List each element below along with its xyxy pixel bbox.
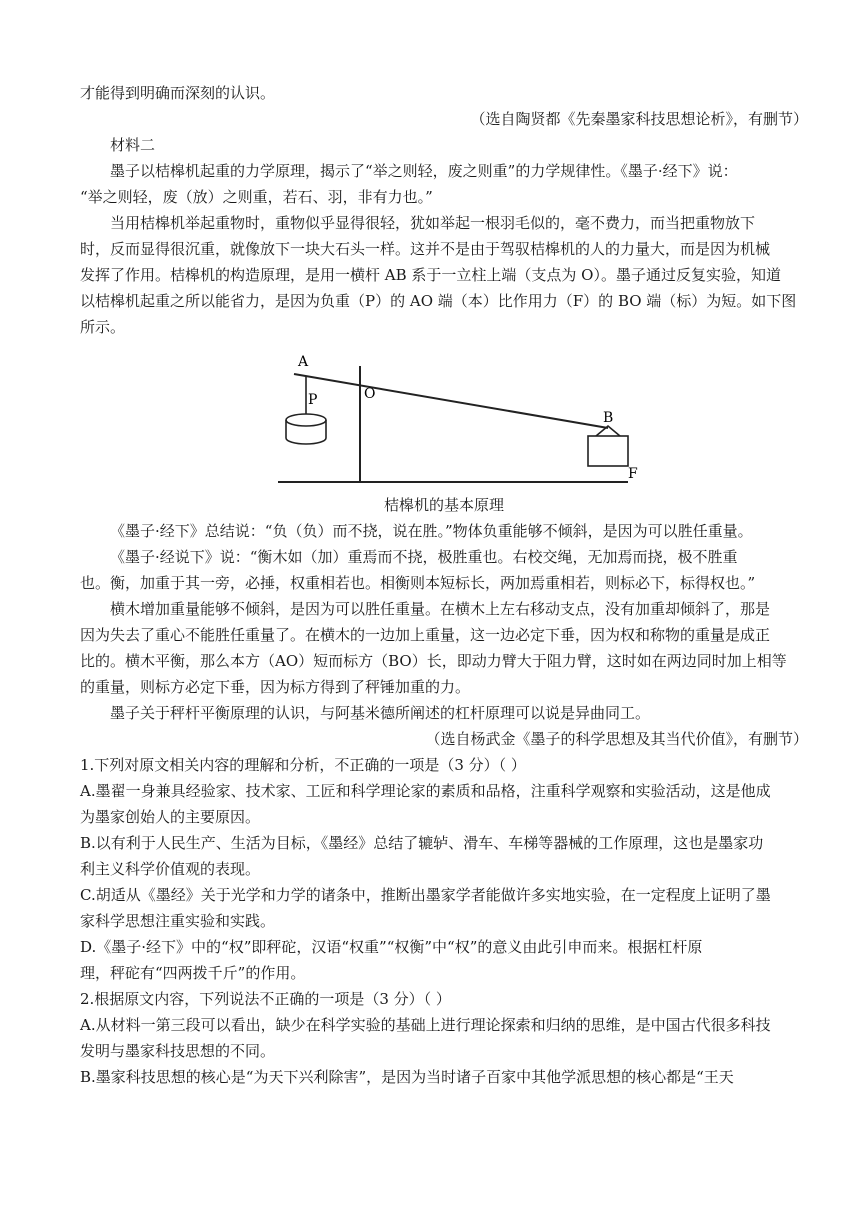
text-line: 发明与墨家科技思想的不同。 (80, 1042, 276, 1060)
label-p: P (308, 392, 318, 408)
text-line: 比的。横木平衡，那么本方（AO）短而标方（BO）长，即动力臂大于阻力臂，这时如在两边同时加上相等 (80, 652, 787, 670)
text-block-top (80, 80, 808, 340)
text-line: 为墨家创始人的主要原因。 (80, 808, 261, 826)
text-line: A.墨翟一身兼具经验家、技术家、工匠和科学理论家的素质和品格，注重科学观察和实验活动，这是他成 (80, 782, 771, 800)
text-line: C.胡适从《墨经》关于光学和力学的诸条中，推断出墨家学者能做许多实地实验，在一定程度上证明了墨 (80, 886, 771, 904)
text-line: 当用桔槔机举起重物时，重物似乎显得很轻，犹如举起一根羽毛似的，毫不费力，而当把重物放下 (110, 214, 756, 232)
lever-diagram (80, 346, 808, 486)
text-block-bottom (80, 518, 808, 1090)
text-line: 利主义科学价值观的表现。 (80, 860, 261, 878)
text-line: 家科学思想注重实验和实践。 (80, 912, 276, 930)
text-line: （选自杨武金《墨子的科学思想及其当代价值》，有删节） (425, 730, 808, 748)
text-line: B.墨家科技思想的核心是“为天下兴利除害”，是因为当时诸子百家中其他学派思想的核心都是“王天 (80, 1068, 734, 1086)
label-o: O (364, 386, 376, 402)
label-f: F (628, 466, 638, 482)
text-line: 所示。 (80, 318, 126, 336)
label-a: A (298, 354, 309, 370)
text-line: “举之则轻，废（放）之则重，若石、羽，非有力也。” (80, 188, 433, 206)
text-line: 才能得到明确而深刻的认识。 (80, 84, 276, 102)
text-line: 横木增加重量能够不倾斜，是因为可以胜任重量。在横木上左右移动支点，没有加重却倾斜了，那是 (110, 600, 771, 618)
text-line: 以桔槔机起重之所以能省力，是因为负重（P）的 AO 端（本）比作用力（F）的 BO 端（标）为短。如下图 (80, 292, 797, 310)
text-line: 发挥了作用。桔槔机的构造原理，是用一横杆 AB 系于一立柱上端（支点为 O）。墨子通过反复实验，知道 (80, 266, 781, 284)
text-line: 1.下列对原文相关内容的理解和分析，不正确的一项是（3 分）（ ） (80, 756, 526, 774)
lever-bar (294, 374, 608, 428)
box-weight (588, 426, 628, 466)
text-line: D.《墨子·经下》中的“权”即秤砣，汉语“权重”“权衡”中“权”的意义由此引申而来。根据杠杆原 (80, 938, 703, 956)
text-line: 也。衡，加重于其一旁，必捶，权重相若也。相衡则本短标长，两加焉重相若，则标必下，标得权也。” (80, 574, 756, 592)
text-line: 墨子关于秤杆平衡原理的认识，与阿基米德所阐述的杠杆原理可以说是异曲同工。 (110, 704, 651, 722)
text-line: 理，秤砣有“四两拨千斤”的作用。 (80, 964, 306, 982)
text-line: 《墨子·经说下》说：“衡木如（加）重焉而不挠，极胜重也。右校交绳，无加焉而挠，极不胜重 (110, 548, 738, 566)
label-b: B (603, 410, 614, 426)
text-line: 时，反而显得很沉重，就像放下一块大石头一样。这并不是由于驾驭桔槔机的人的力量大，而是因为机械 (80, 240, 771, 258)
text-line: 材料二 (110, 136, 156, 154)
text-line: 的重量，则标方必定下垂，因为标方得到了秤锤加重的力。 (80, 678, 471, 696)
text-line: （选自陶贤都《先秦墨家科技思想论析》，有删节） (470, 110, 808, 128)
lever-figure (80, 346, 808, 486)
text-line: 因为失去了重心不能胜任重量了。在横木的一边加上重量，这一边必定下垂，因为权和称物的重量是成正 (80, 626, 771, 644)
text-line: 墨子以桔槔机起重的力学原理，揭示了“举之则轻，废之则重”的力学规律性。《墨子·经下》说： (110, 162, 738, 180)
text-line: 《墨子·经下》总结说：“负（负）而不挠，说在胜。”物体负重能够不倾斜，是因为可以胜任重量。 (110, 522, 753, 540)
text-line: 2.根据原文内容，下列说法不正确的一项是（3 分）（ ） (80, 990, 451, 1008)
document-page (80, 80, 808, 1090)
bucket-weight (286, 414, 326, 444)
text-line: A.从材料一第三段可以看出，缺少在科学实验的基础上进行理论探索和归纳的思维，是中国古代很多科技 (80, 1016, 771, 1034)
figure-caption: 桔槔机的基本原理 (383, 496, 504, 514)
text-line: B.以有利于人民生产、生活为目标，《墨经》总结了辘轳、滑车、车梯等器械的工作原理，这也是墨家功 (80, 834, 764, 852)
